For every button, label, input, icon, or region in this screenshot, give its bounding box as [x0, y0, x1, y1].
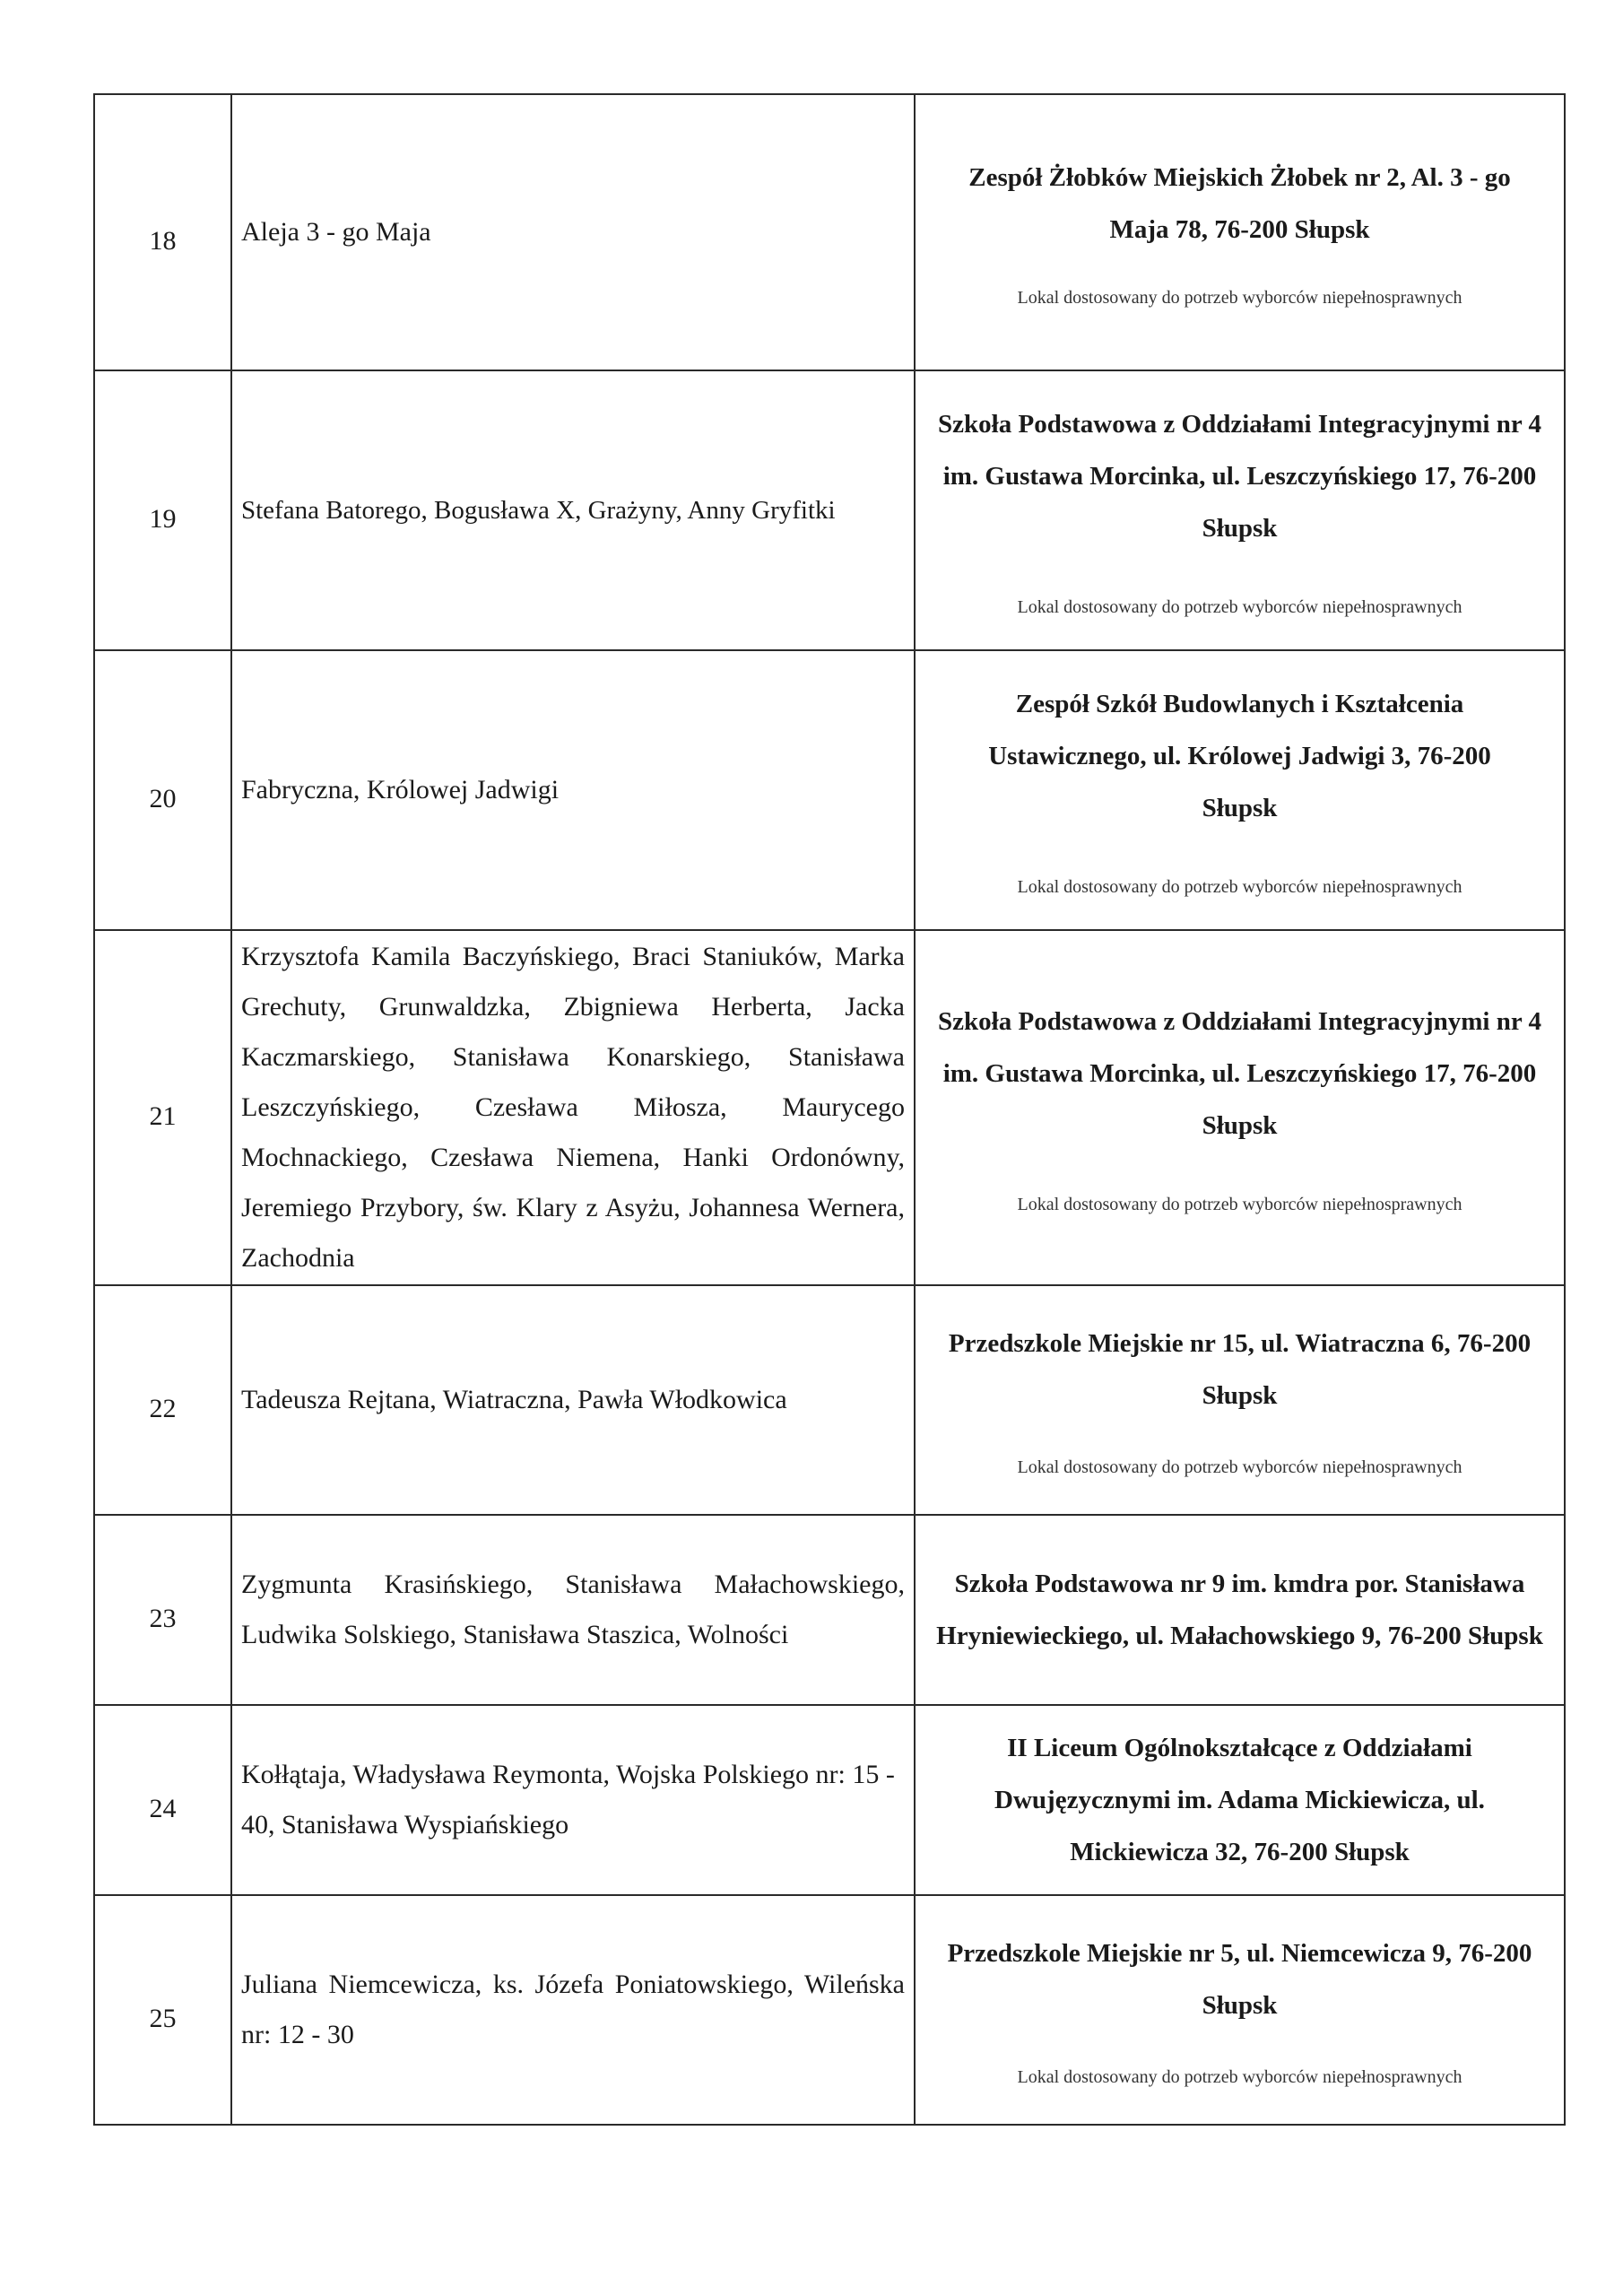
- streets-cell: Tadeusza Rejtana, Wiatraczna, Pawła Włodkowica: [231, 1285, 915, 1515]
- table-row: [94, 370, 1565, 650]
- district-number: 23: [149, 1604, 177, 1633]
- district-number: 18: [149, 226, 177, 256]
- location-name: II Liceum Ogólnokształcące z Oddziałami Dwujęzycznymi im. Adama Mickiewicza, ul. Mickiewicza 32, 76-200 Słupsk: [994, 1734, 1485, 1866]
- location-name: Szkoła Podstawowa z Oddziałami Integracyjnymi nr 4 im. Gustawa Morcinka, ul. Leszczyńskiego 17, 76-200 Słupsk: [938, 409, 1541, 543]
- location-name: Zespół Żłobków Miejskich Żłobek nr 2, Al. 3 - go Maja 78, 76-200 Słupsk: [968, 162, 1511, 244]
- streets-cell: Krzysztofa Kamila Baczyńskiego, Braci Staniuków, Marka Grechuty, Grunwaldzka, Zbigniewa Herberta, Jacka Kaczmarskiego, Stanisława Konarskiego, Stanisława Leszczyńskiego, Czesława Miłosza, Maurycego Mochnackiego, Czesława Niemena, Hanki Ordonówny, Jeremiego Przybory, św. Klary z Asyżu, Johannesa Wernera, Zachodnia: [231, 930, 915, 1285]
- streets-cell: Kołłątaja, Władysława Reymonta, Wojska Polskiego nr: 15 - 40, Stanisława Wyspiańskiego: [231, 1705, 915, 1895]
- streets-cell: Zygmunta Krasińskiego, Stanisława Małachowskiego, Ludwika Solskiego, Stanisława Staszica, Wolności: [231, 1515, 915, 1705]
- location-cell: [915, 370, 1565, 650]
- district-number-cell: [94, 1705, 231, 1895]
- table-row: [94, 650, 1565, 930]
- accessibility-note: Lokal dostosowany do potrzeb wyborców niepełnosprawnych: [1017, 287, 1462, 308]
- location-cell: [915, 1895, 1565, 2125]
- district-number: 25: [149, 2004, 177, 2033]
- location-cell: [915, 1515, 1565, 1705]
- table-row: [94, 930, 1565, 1285]
- location-name: Szkoła Podstawowa z Oddziałami Integracyjnymi nr 4 im. Gustawa Morcinka, ul. Leszczyńskiego 17, 76-200 Słupsk: [938, 1006, 1541, 1140]
- accessibility-note: Lokal dostosowany do potrzeb wyborców niepełnosprawnych: [1017, 1457, 1462, 1477]
- location-name: Zespół Szkół Budowlanych i Kształcenia Ustawicznego, ul. Królowej Jadwigi 3, 76-200 Słupsk: [988, 689, 1491, 822]
- district-number: 20: [149, 784, 177, 813]
- district-number-cell: [94, 1515, 231, 1705]
- accessibility-note: Lokal dostosowany do potrzeb wyborców niepełnosprawnych: [1017, 1194, 1462, 1214]
- district-number-cell: [94, 1895, 231, 2125]
- location-cell: [915, 650, 1565, 930]
- streets-cell: Stefana Batorego, Bogusława X, Grażyny, Anny Gryfitki: [231, 370, 915, 650]
- location-cell: [915, 1705, 1565, 1895]
- table-row: [94, 1705, 1565, 1895]
- location-name: Szkoła Podstawowa nr 9 im. kmdra por. Stanisława Hryniewieckiego, ul. Małachowskiego 9, 76-200 Słupsk: [936, 1570, 1543, 1650]
- table-row: [94, 1895, 1565, 2125]
- district-number-cell: [94, 370, 231, 650]
- district-number-cell: [94, 94, 231, 370]
- streets-cell: Aleja 3 - go Maja: [231, 94, 915, 370]
- location-name: Przedszkole Miejskie nr 5, ul. Niemcewicza 9, 76-200 Słupsk: [947, 1938, 1532, 2020]
- location-cell: [915, 94, 1565, 370]
- accessibility-note: Lokal dostosowany do potrzeb wyborców niepełnosprawnych: [1017, 876, 1462, 897]
- district-number: 22: [149, 1394, 177, 1423]
- streets-cell: Juliana Niemcewicza, ks. Józefa Poniatowskiego, Wileńska nr: 12 - 30: [231, 1895, 915, 2125]
- location-name: Przedszkole Miejskie nr 15, ul. Wiatraczna 6, 76-200 Słupsk: [948, 1328, 1532, 1410]
- accessibility-note: Lokal dostosowany do potrzeb wyborców niepełnosprawnych: [1017, 2066, 1462, 2087]
- location-cell: [915, 930, 1565, 1285]
- table-row: [94, 1515, 1565, 1705]
- location-cell: [915, 1285, 1565, 1515]
- district-number-cell: [94, 1285, 231, 1515]
- district-number: 19: [149, 504, 177, 534]
- district-number-cell: [94, 650, 231, 930]
- polling-districts-table: [93, 93, 1566, 2126]
- streets-cell: Fabryczna, Królowej Jadwigi: [231, 650, 915, 930]
- table-row: [94, 1285, 1565, 1515]
- accessibility-note: Lokal dostosowany do potrzeb wyborców niepełnosprawnych: [1017, 596, 1462, 617]
- table-row: [94, 94, 1565, 370]
- district-number-cell: [94, 930, 231, 1285]
- district-number: 21: [149, 1101, 177, 1131]
- district-number: 24: [149, 1794, 177, 1823]
